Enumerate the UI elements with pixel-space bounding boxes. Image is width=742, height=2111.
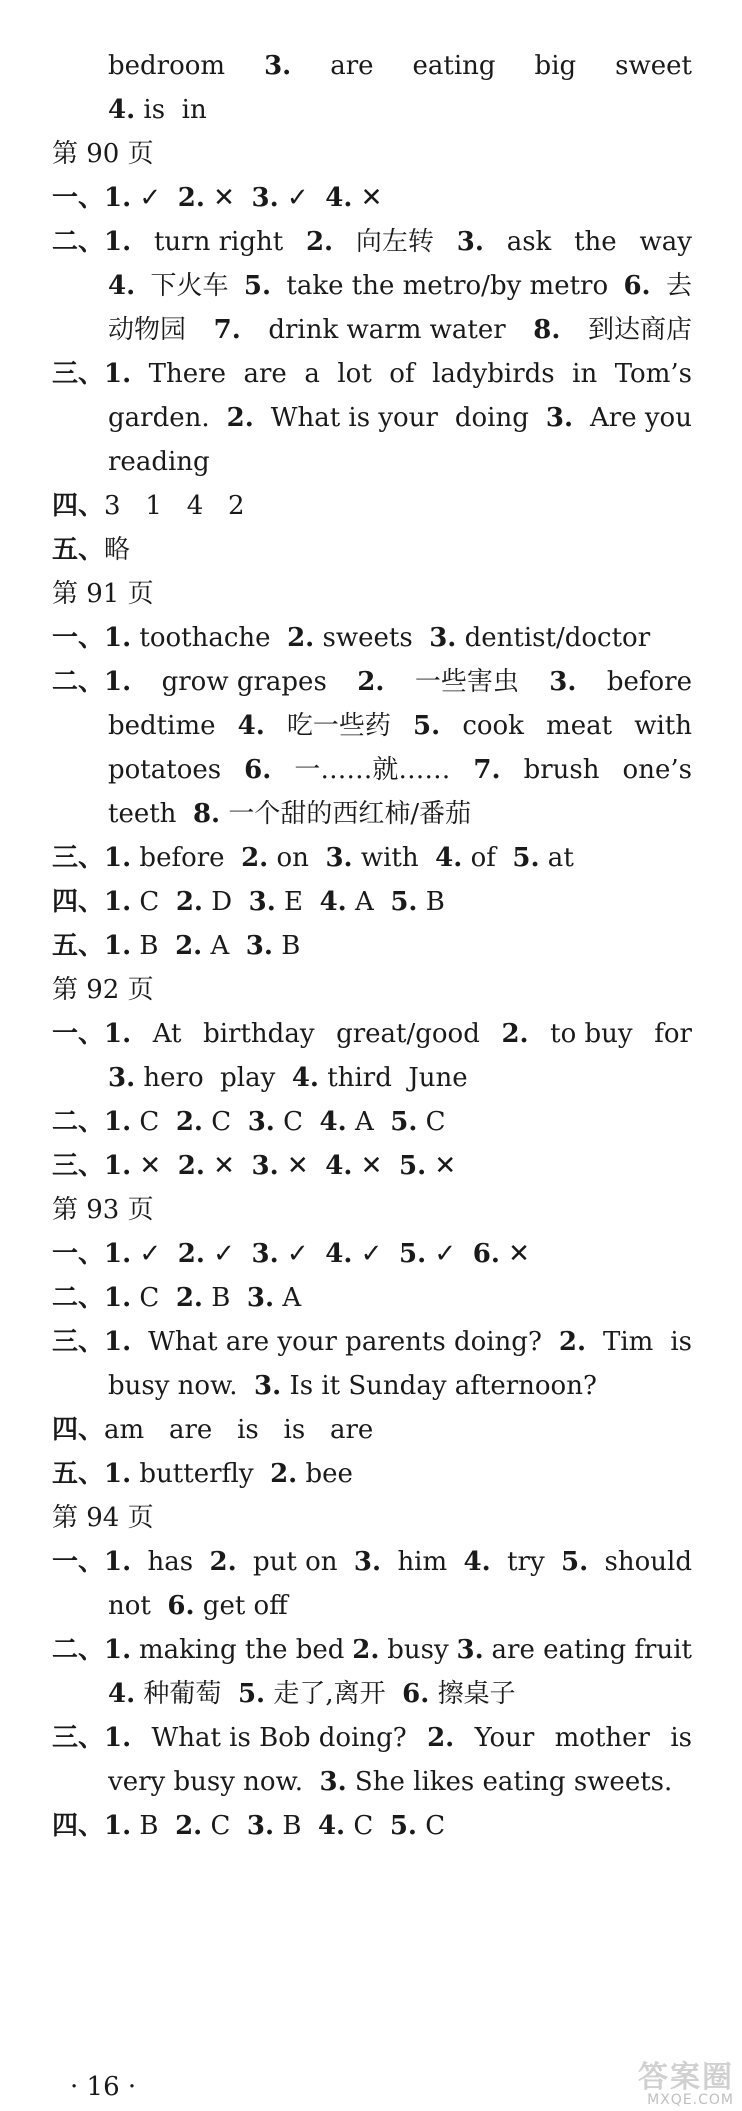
answer-text: 3 1 4 2 [104,491,245,521]
answer-number: 4. [319,887,347,917]
answer-text: bedroom [108,51,226,81]
answer-text: on [268,843,326,873]
answer-number: 2. [558,1327,587,1357]
answer-number: 2. [209,1547,237,1577]
answer-text: drink warm water [268,315,506,345]
answer-text: ask [506,227,552,257]
answer-text: am are is is are [104,1415,374,1445]
answer-text: in [165,95,207,125]
answer-number: 4. [325,183,353,213]
answer-number: 一、 [52,183,105,213]
answer-text: way [639,227,692,257]
answer-number: 2. [501,1019,529,1049]
answer-line [52,1454,692,1494]
answer-number: 三、1. [52,359,132,389]
answer-text: ✕ [352,1151,399,1181]
answer-number: 4. [325,1151,353,1181]
answer-text: is [135,95,166,125]
answer-text: 去 [665,271,692,301]
answer-line [108,1366,692,1406]
answer-text: is [670,1327,692,1357]
answer-text: with [352,843,436,873]
answer-text: ✕ [426,1151,457,1181]
answer-text: C [203,1107,248,1137]
answer-text: What is Bob doing? [151,1723,407,1753]
answer-line [52,662,692,702]
answer-text: are [330,51,374,81]
answer-text: C [131,1283,176,1313]
answer-line [108,794,692,834]
answer-line [108,706,692,746]
answer-number: 2. [177,1239,205,1269]
answer-line [52,1278,692,1318]
answer-number: 4. [325,1239,353,1269]
answer-line [52,1806,692,1846]
answer-number: 四、 [52,1415,105,1445]
answer-number: 4. [237,711,265,741]
answer-line [52,134,692,174]
answer-number: 二、1. [52,227,132,257]
answer-number: 3. [251,1239,279,1269]
answer-number: 3. [247,1107,275,1137]
answer-line [52,618,692,658]
answer-text: C [274,1107,320,1137]
answer-number: 五、1. [52,931,132,961]
answer-text: ✕ [499,1239,530,1269]
answer-number: 6. [167,1591,195,1621]
answer-number: 3. [246,1283,275,1313]
answer-line [108,750,692,790]
answer-text: Tim [603,1327,654,1357]
answer-line [52,1102,692,1142]
answer-line [52,574,692,614]
answer-text: C [345,1811,390,1841]
answer-line [52,1322,692,1362]
answer-number: 3. [108,1063,136,1093]
answer-number: 2. [352,1635,380,1665]
answer-line [52,1234,692,1274]
answer-text: dentist/doctor [456,623,651,653]
answer-number: 3. [246,1811,275,1841]
answer-text: B [203,1283,247,1313]
answer-text: Are you [590,403,692,433]
page-heading: 第 93 页 [52,1195,154,1225]
answer-text: ✓ [131,1239,178,1269]
answer-number: 5. [399,1151,427,1181]
answer-text: meat [546,711,613,741]
answer-number: 4. [291,1063,319,1093]
answer-number: 2. [357,667,385,697]
answer-number: 三、1. [52,843,132,873]
answer-number: 2. [175,1283,203,1313]
answer-text: busy now. [108,1371,255,1401]
answer-line [52,970,692,1010]
answer-text: potatoes [108,755,222,785]
answer-number: 5. [390,1107,418,1137]
answer-text: What is your [270,403,438,433]
answer-line [108,266,692,306]
answer-line [52,354,692,394]
answer-number: 一、1. [52,1547,132,1577]
answer-number: 5. [390,887,418,917]
answer-text: C [131,1107,176,1137]
answer-line [52,486,692,526]
answer-number: 二、1. [52,1635,132,1665]
answer-number: 4. [108,95,136,125]
answer-text: lot [337,359,372,389]
answer-number: 4. [435,843,463,873]
answer-text: hero play [135,1063,292,1093]
answer-text: birthday [203,1019,315,1049]
answer-text: busy [387,1635,449,1665]
answer-text: 到达商店 [587,315,692,345]
answer-number: 4. [317,1811,346,1841]
answer-text: ✓ [352,1239,399,1269]
answer-text: Your [474,1723,535,1753]
answer-line [108,46,692,86]
answer-text: C [417,1107,446,1137]
answer-text: ✕ [352,183,383,213]
answer-number: 3. [248,887,276,917]
answer-number: 一、1. [52,1019,132,1049]
answer-number: 2. [175,887,203,917]
answer-number: 4. [108,271,136,301]
answer-number: 三、1. [52,1723,132,1753]
answer-text: 种葡萄 [135,1679,238,1709]
answer-line [52,1190,692,1230]
answer-line [52,178,692,218]
answer-number: 3. [251,183,279,213]
answer-number: 2. [427,1723,455,1753]
answer-text: C [202,1811,247,1841]
answer-text: are eating fruit [491,1635,692,1665]
answer-number: 一、1. [52,1239,132,1269]
answer-text: garden. [108,403,210,433]
answer-text: bee [297,1459,353,1489]
answer-text: D [203,887,249,917]
answer-text: making the bed [139,1635,345,1665]
answer-text: A [346,1107,391,1137]
answer-text: try [507,1547,545,1577]
answer-number: 四、1. [52,1811,132,1841]
answer-text: big [534,51,577,81]
answer-number: 7. [473,755,501,785]
answer-number: 2. [175,931,203,961]
answer-number: 8. [192,799,221,829]
answer-text: is [670,1723,692,1753]
answer-number: 2. [175,1811,203,1841]
answer-number: 2. [226,403,254,433]
answer-text: ✓ [278,1239,326,1269]
page-heading: 第 91 页 [52,579,154,609]
answer-text: very busy now. [108,1767,320,1797]
answer-text: sweet [615,51,692,81]
answer-number: 5. [237,1679,266,1709]
answer-number: 3. [545,403,574,433]
answer-text: ✓ [426,1239,473,1269]
answer-number: 2. [177,1151,205,1181]
answer-number: 6. [402,1679,430,1709]
answer-text: 下火车 [150,271,229,301]
answer-text: of [389,359,415,389]
answer-text: at [539,843,574,873]
answer-number: 4. [319,1107,347,1137]
answer-text: 一个甜的西红柿/番茄 [220,799,472,829]
answer-text: 略 [104,535,131,565]
answer-line [108,90,692,130]
answer-text: eating [412,51,496,81]
answer-number: 五、 [52,535,105,565]
answer-text: should [604,1547,692,1577]
answer-number: 3. [456,227,484,257]
answer-number: 3. [254,1371,282,1401]
watermark-logo [564,2052,734,2108]
answer-number: 四、1. [52,887,132,917]
answer-text: before [606,667,692,697]
answer-text: ✕ [131,1151,178,1181]
answer-number: 2. [241,843,269,873]
watermark-url: MXQE.COM [647,2092,734,2108]
answer-number: 8. [533,315,561,345]
answer-text: A [346,887,391,917]
answer-number: 三、1. [52,1327,132,1357]
answer-text: 走了,离开 [265,1679,403,1709]
answer-text: with [634,711,692,741]
answer-text: 擦桌子 [429,1679,516,1709]
answer-text: third June [319,1063,468,1093]
answer-text: doing [454,403,529,433]
answer-text: ✕ [204,183,252,213]
answer-text: brush [523,755,600,785]
answer-number: 6. [244,755,272,785]
answer-number: 3. [353,1547,382,1577]
answer-number: 5. [512,843,540,873]
answer-text: ✓ [278,183,326,213]
answer-text: bedtime [108,711,216,741]
answer-number: 5. [399,1239,427,1269]
answer-text: Is it Sunday afternoon? [281,1371,597,1401]
answer-text: There [148,359,226,389]
answer-number: 5. [389,1811,417,1841]
answer-number: 3. [251,1151,279,1181]
answer-text: the [574,227,617,257]
answer-text: ✓ [204,1239,252,1269]
answer-line [108,398,692,438]
answer-number: 2. [177,183,205,213]
answer-line [52,1630,692,1670]
answer-text: not [108,1591,168,1621]
answer-text: are [243,359,287,389]
answer-number: 3. [319,1767,347,1797]
answer-number: 2. [270,1459,298,1489]
answer-text: of [462,843,513,873]
answer-line [108,1058,692,1098]
answer-text: great/good [336,1019,480,1049]
answer-text: to buy [550,1019,633,1049]
answer-text: ✕ [278,1151,326,1181]
answer-text: B [417,887,445,917]
answer-text: for [654,1019,692,1049]
answer-text: ✓ [131,183,178,213]
answer-number: 6. [623,271,651,301]
answer-number: 6. [472,1239,500,1269]
answer-number: 一、1. [52,623,132,653]
answer-text: C [416,1811,446,1841]
answer-line [52,882,692,922]
answer-text: a [304,359,320,389]
answer-line [108,1586,692,1626]
page-heading: 第 94 页 [52,1503,154,1533]
answer-text: before [131,843,242,873]
answer-text: C [131,887,176,917]
answer-number: 3. [456,1635,484,1665]
answer-text: teeth [108,799,193,829]
answer-line [52,838,692,878]
answer-number: 3. [549,667,577,697]
answer-text: A [202,931,246,961]
answer-text: 向左转 [355,227,434,257]
answer-line [52,926,692,966]
answer-text: cook [462,711,524,741]
answer-number: 三、1. [52,1151,132,1181]
answer-line [52,530,692,570]
answer-text: Tom’s [614,359,692,389]
answer-text: B [272,931,301,961]
page-number: · 16 · [70,2072,137,2102]
answer-text: him [397,1547,448,1577]
answer-text: grow grapes [161,667,327,697]
page-heading: 第 90 页 [52,139,154,169]
answer-number: 3. [264,51,292,81]
answer-number: 二、1. [52,1283,132,1313]
answer-text: B [131,1811,176,1841]
answer-text: ✕ [204,1151,252,1181]
answer-text: turn right [153,227,284,257]
answer-number: 4. [108,1679,136,1709]
answer-text: B [131,931,176,961]
answer-number: 五、1. [52,1459,132,1489]
answer-number: 7. [213,315,241,345]
page-heading: 第 92 页 [52,975,154,1005]
watermark-logo-text: 答案圈 [638,2060,734,2095]
answer-text: put on [253,1547,338,1577]
answer-line [52,1718,692,1758]
answer-number: 1. [104,183,132,213]
answer-number: 二、1. [52,1107,132,1137]
answer-number: 5. [413,711,441,741]
answer-line [108,1674,692,1714]
answer-number: 2. [175,1107,203,1137]
answer-text: ladybirds [432,359,555,389]
answer-text: A [274,1283,302,1313]
answer-text: What are your parents doing? [148,1327,542,1357]
answer-text: toothache [131,623,288,653]
answer-line [108,1762,692,1802]
answer-text: reading [108,447,210,477]
answer-number: 3. [245,931,273,961]
answer-line [52,1014,692,1054]
answer-line [52,1498,692,1538]
answer-line [52,1542,692,1582]
answer-text: in [572,359,598,389]
answer-text: get off [194,1591,288,1621]
answer-line [108,442,692,482]
answer-number: 5. [561,1547,589,1577]
answer-number: 2. [305,227,334,257]
answer-text: sweets [314,623,430,653]
answer-text: 一些害虫 [414,667,519,697]
answer-text: take the metro/by metro [286,271,609,301]
answer-number: 2. [287,623,315,653]
answer-text: B [274,1811,318,1841]
answer-number: 4. [463,1547,491,1577]
answer-line [108,310,692,350]
answer-text: She likes eating sweets. [346,1767,673,1797]
answer-text: 动物园 [108,315,187,345]
answer-number: 四、 [52,491,105,521]
answer-text: mother [554,1723,650,1753]
answer-number: 3. [325,843,353,873]
answer-text: 一……就…… [294,755,451,785]
answer-number: 二、1. [52,667,132,697]
answer-number: 5. [243,271,272,301]
answer-line [52,1146,692,1186]
answer-text: 吃一些药 [286,711,391,741]
answer-text: one’s [622,755,692,785]
answer-text: E [275,887,320,917]
answer-line [52,1410,692,1450]
answer-number: 3. [429,623,457,653]
answer-text: butterfly [131,1459,271,1489]
answer-text: At [152,1019,182,1049]
answer-text: has [147,1547,194,1577]
answer-line [52,222,692,262]
